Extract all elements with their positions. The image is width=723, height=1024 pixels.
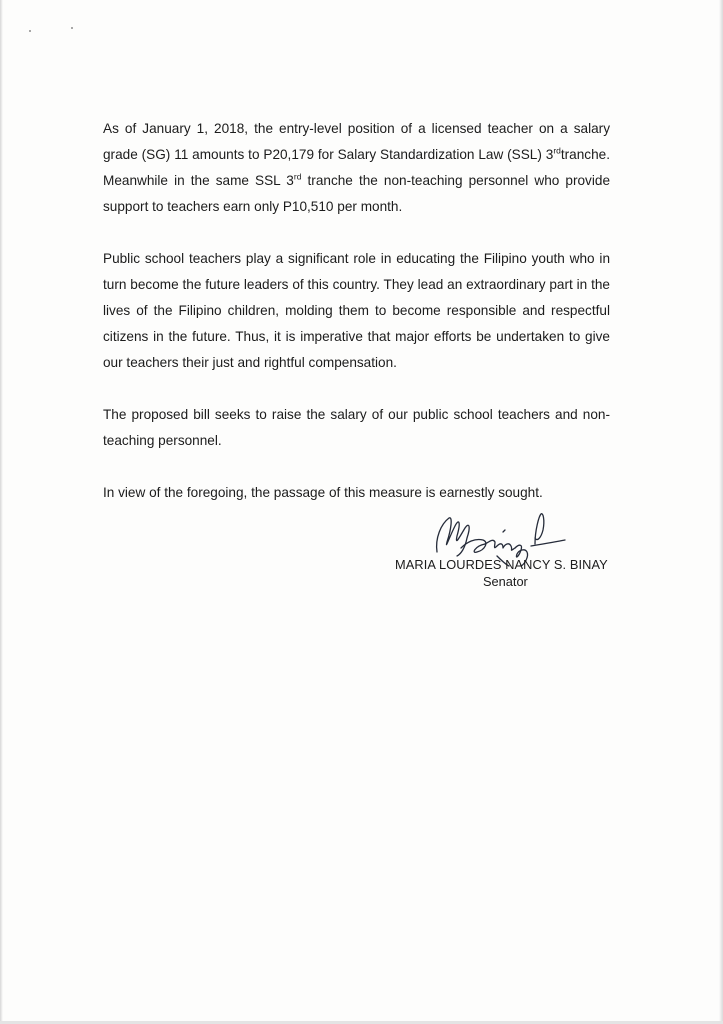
ordinal-superscript: rd xyxy=(293,171,302,182)
scan-edge-left xyxy=(0,0,3,1024)
scan-speck xyxy=(71,27,73,29)
paragraph-1-text-c: tranche the non-teaching personnel who provide support to teachers earn only P10,510 per month. xyxy=(103,173,610,214)
scan-edge-right xyxy=(719,0,723,1024)
ordinal-superscript: rd xyxy=(553,145,561,156)
explanatory-note-body xyxy=(103,116,610,532)
paragraph-1-text-b: tranche. Meanwhile in the same SSL 3 xyxy=(103,147,610,188)
paragraph-salary-grade xyxy=(103,116,610,220)
paragraph-1-text-a: As of January 1, 2018, the entry-level position of a licensed teacher on a salary grade (SG) 11 amounts to P20,179 for Salary Standardization Law (SSL) 3 xyxy=(103,121,610,162)
paragraph-proposed-bill: The proposed bill seeks to raise the salary of our public school teachers and non-teaching personnel. xyxy=(103,407,610,448)
scan-speck xyxy=(29,30,31,32)
paragraph-closing: In view of the foregoing, the passage of this measure is earnestly sought. xyxy=(103,485,543,500)
signatory-name: MARIA LOURDES NANCY S. BINAY xyxy=(395,557,608,572)
signature-block xyxy=(386,508,626,598)
paragraph-teacher-role: Public school teachers play a significant role in educating the Filipino youth who in turn become the future leaders of this country. They lead an extraordinary part in the lives of the Filipino children, molding them to become responsible and respectful citizens in the future. Thus, it is imperative that major efforts be undertaken to give our teachers their just and rightful compensation. xyxy=(103,251,610,370)
signatory-title: Senator xyxy=(483,574,528,589)
